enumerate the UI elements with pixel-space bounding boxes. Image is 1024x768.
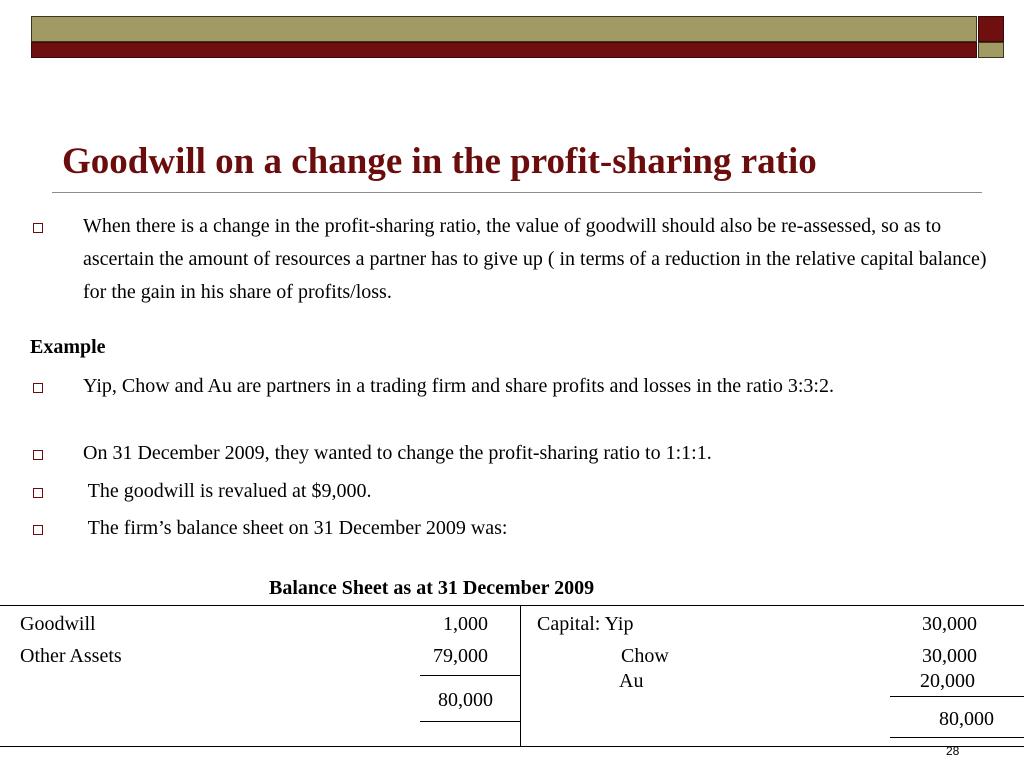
capital-label-au: Au [619,670,644,692]
capital-label-yip: Capital: Yip [537,613,634,635]
asset-label-goodwill: Goodwill [20,613,96,635]
square-bullet-icon [33,488,43,498]
example-bullet-2: On 31 December 2009, they wanted to change the profit-sharing ratio to 1:1:1. [83,442,712,464]
example-heading: Example [30,336,106,358]
title-divider [52,192,982,193]
header-band-olive [31,16,977,42]
capital-amount-yip: 30,000 [922,613,977,635]
assets-total: 80,000 [438,689,493,711]
balance-sheet-center-rule [520,605,521,746]
example-bullet-1: Yip, Chow and Au are partners in a trading firm and share profits and losses in the ratio 3:3:2. [83,375,834,397]
balance-sheet-title: Balance Sheet as at 31 December 2009 [269,577,595,599]
square-bullet-icon [33,223,43,233]
asset-label-other-assets: Other Assets [20,645,122,667]
capital-amount-chow: 30,000 [922,645,977,667]
example-bullet-4: The firm’s balance sheet on 31 December 2009 was: [83,517,508,539]
header-band-maroon [31,42,977,58]
square-bullet-icon [33,383,43,393]
liabilities-total: 80,000 [939,708,994,730]
capital-label-chow: Chow [621,645,669,667]
slide-title: Goodwill on a change in the profit-sharing ratio [62,141,817,182]
balance-sheet-top-rule [0,605,1024,606]
balance-sheet-bottom-rule [0,746,1024,747]
liabilities-total-rule [890,737,1024,738]
page-number: 28 [946,744,960,758]
header-square-olive [978,42,1004,58]
square-bullet-icon [33,450,43,460]
intro-bullet-text: When there is a change in the profit-sharing ratio, the value of goodwill should also be re-assessed, so as to ascertain the amount of resources a partner has to give up ( in terms of a reduction in the relative capital balance) for the gain in his share of profits/loss. [83,215,987,303]
capital-amount-au: 20,000 [920,670,975,692]
asset-amount-other-assets: 79,000 [433,645,488,667]
assets-total-rule [420,721,520,722]
liabilities-subtotal-rule [890,696,1024,697]
header-square-maroon [978,16,1004,42]
assets-subtotal-rule [420,675,520,676]
square-bullet-icon [33,525,43,535]
example-bullet-3: The goodwill is revalued at $9,000. [83,480,372,502]
asset-amount-goodwill: 1,000 [443,613,488,635]
